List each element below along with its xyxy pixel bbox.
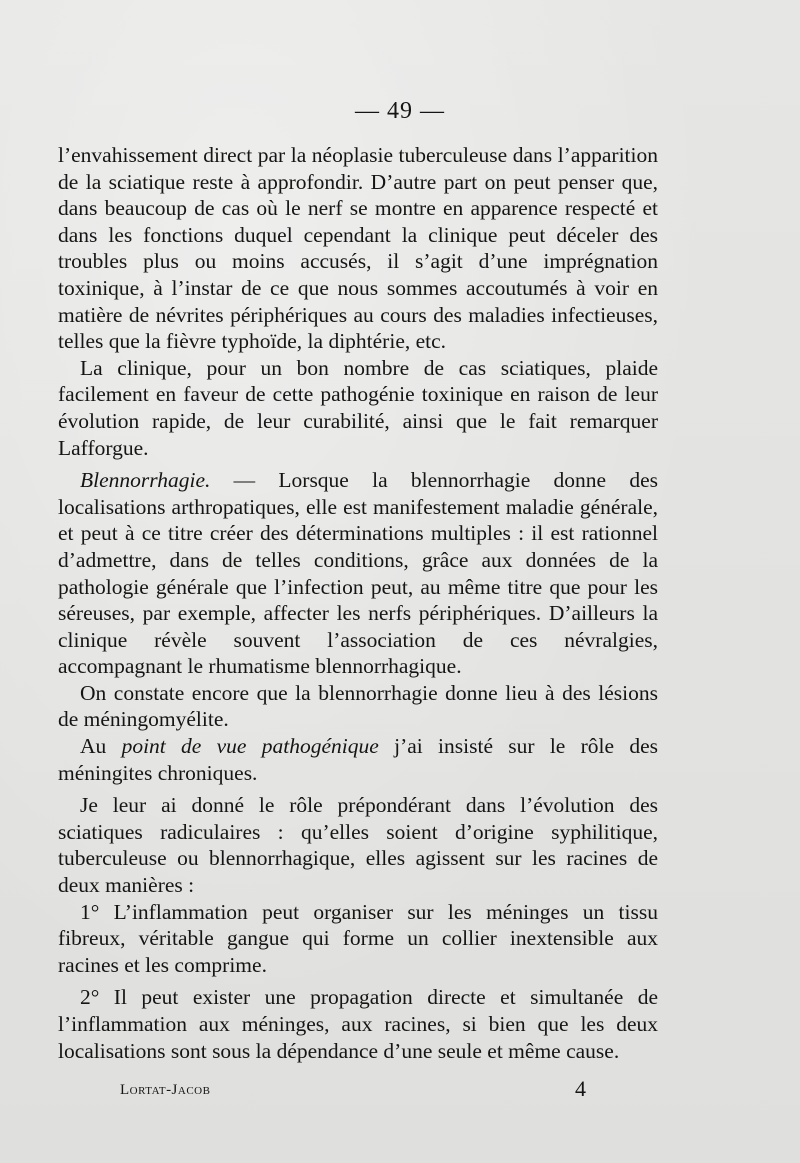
paragraph-8 — [58, 984, 658, 1064]
paragraph-5-text: j’ai insisté sur le rôle des méningites chroniques. — [58, 734, 659, 785]
paragraph-7 — [58, 899, 658, 979]
signature-mark: 4 — [575, 1076, 586, 1101]
paragraph-5-lead: Au — [80, 734, 122, 759]
paragraph-7-text: 1° L’inflammation peut organiser sur les méninges un tissu fibreux, véritable gangue qui forme un collier inextensible aux racines et les comprime. — [58, 899, 658, 977]
paragraph-6-text: Je leur ai donné le rôle prépondérant dans l’évolution des sciatiques radiculaires : qu’elles soient d’origine syphilitique, tuberculeuse ou blennorrhagique, elles agissent sur les racines de deux manières : — [58, 793, 658, 898]
paragraph-3 — [58, 467, 658, 680]
paragraph-3-text: — Lorsque la blennorrhagie donne des localisations arthropatiques, elle est manifestement maladie générale, et peut à ce titre créer des déterminations multiples : il est rationnel d’admettre, dans de telles conditions, grâce aux données de la pathologie générale que l’infection peut, au même titre que pour les séreuses, par exemple, affecter les nerfs périphériques. D’ailleurs la clinique révèle souvent l’association de ces névralgies, accompagnant le rhumatisme blennorrhagique. — [58, 468, 658, 679]
paragraph-2-text: La clinique, pour un bon nombre de cas sciatiques, plaide facilement en faveur de cette pathogénie toxinique en raison de leur évolution rapide, de leur curabilité, ainsi que le fait remarquer Lafforgue. — [58, 355, 658, 460]
paragraph-4 — [58, 680, 658, 733]
paragraph-1 — [58, 142, 658, 355]
page-footer — [0, 1076, 800, 1106]
page-number: — 49 — — [355, 98, 445, 124]
author-name: Lortat-Jacob — [120, 1082, 211, 1098]
paragraph-5 — [58, 733, 658, 786]
paragraph-1-text: l’envahissement direct par la néoplasie tuberculeuse dans l’apparition de la sciatique reste à approfondir. D’autre part on peut penser que, dans beaucoup de cas où le nerf se montre en apparence respecté et dans les fonctions duquel cependant la clinique peut déceler des troubles plus ou moins accusés, il s’agit d’une imprégnation toxinique, à l’instar de ce que nous sommes accoutumés à voir en matière de névrites périphériques au cours des maladies infectieuses, telles que la fièvre typhoïde, la diphtérie, etc. — [58, 143, 658, 354]
paragraph-8-text: 2° Il peut exister une propagation directe et simultanée de l’inflammation aux méninges, aux racines, si bien que les deux localisations sont sous la dépendance d’une seule et même cause. — [58, 985, 658, 1063]
paragraph-2 — [58, 355, 658, 461]
paragraph-6 — [58, 792, 658, 898]
body-text — [58, 142, 658, 1064]
paragraph-3-heading: Blennorrhagie. — [80, 468, 211, 493]
paragraph-5-emphasis: point de vue pathogénique — [121, 734, 379, 759]
paragraph-4-text: On constate encore que la blennorrhagie donne lieu à des lésions de méningomyélite. — [58, 680, 658, 732]
